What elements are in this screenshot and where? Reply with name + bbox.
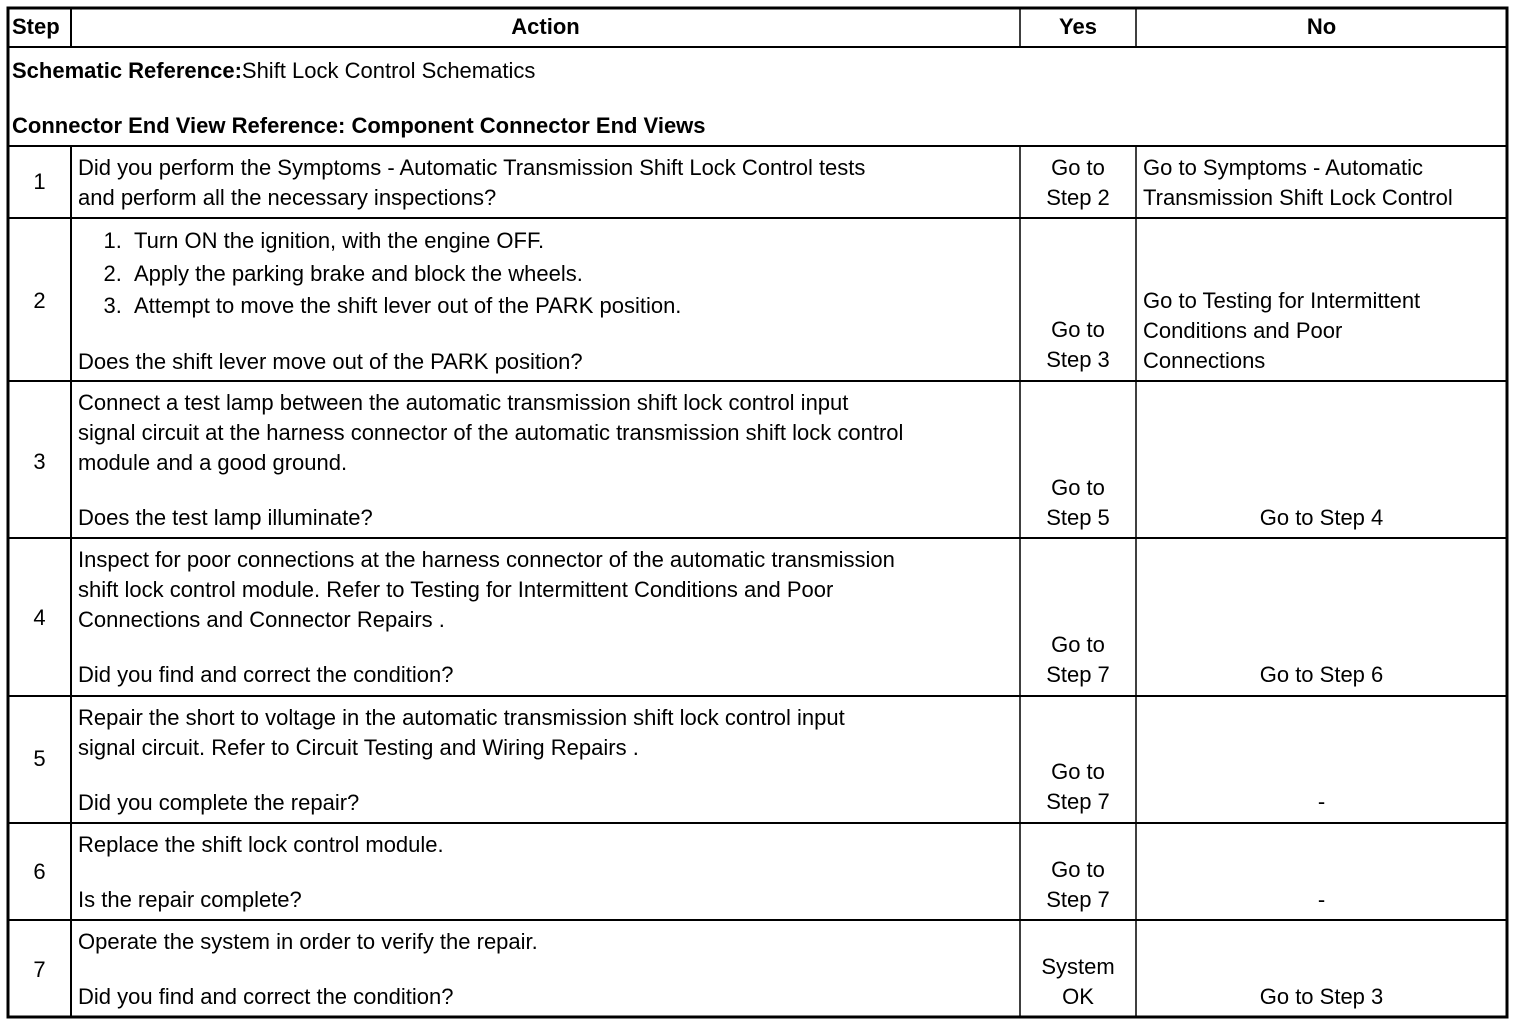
no-cell[interactable]: Go to Step 3 [1259, 984, 1384, 1009]
yes-line[interactable]: Step 5 [1046, 505, 1110, 530]
yes-line: Go to [1051, 759, 1105, 784]
list-item: 2. Apply the parking brake and block the wheels. [128, 258, 1016, 291]
no-line[interactable]: Go to Symptoms - Automatic [1143, 155, 1423, 180]
header-yes: Yes [1059, 14, 1097, 39]
yes-line[interactable]: Step 7 [1046, 789, 1110, 814]
action-cell [71, 830, 1020, 915]
header-no: No [1306, 14, 1337, 39]
list-item: 3. Attempt to move the shift lever out of the PARK position. [128, 290, 1016, 323]
no-line[interactable]: Connections [1143, 348, 1266, 373]
question: Does the test lamp illuminate? [78, 505, 373, 530]
schematic-reference-link[interactable]: Shift Lock Control Schematics [241, 58, 536, 83]
no-cell [1136, 286, 1507, 376]
no-cell[interactable]: Go to Step 6 [1259, 662, 1384, 687]
no-line[interactable]: Go to Testing for Intermittent [1143, 288, 1421, 313]
yes-line: Go to [1051, 857, 1105, 882]
connector-reference-link[interactable]: Component Connector End Views [351, 113, 706, 138]
yes-cell [1020, 855, 1136, 915]
no-cell [1136, 153, 1507, 213]
action-cell [71, 388, 1020, 533]
action-line: and perform all the necessary inspections? [78, 185, 497, 210]
question: Did you find and correct the condition? [78, 662, 454, 687]
yes-cell [1020, 473, 1136, 533]
step-number: 3 [33, 449, 46, 474]
no-line[interactable]: Conditions and Poor [1143, 318, 1343, 343]
connector-reference-label: Connector End View Reference: [12, 113, 346, 138]
action-line: Replace the shift lock control module. [78, 832, 444, 857]
no-line[interactable]: Transmission Shift Lock Control [1143, 185, 1453, 210]
yes-line: Go to [1051, 317, 1105, 342]
schematic-reference-colon: : [234, 58, 242, 83]
question: Does the shift lever move out of the PARK position? [78, 348, 583, 374]
yes-cell [1020, 757, 1136, 817]
yes-line[interactable]: Step 3 [1046, 347, 1110, 372]
yes-line: Go to [1051, 475, 1105, 500]
schematic-reference [12, 56, 1492, 86]
list-item: 1. Turn ON the ignition, with the engine OFF. [128, 225, 1016, 258]
action-cell [71, 153, 1020, 213]
action-line: Did you perform the Symptoms - Automatic Transmission Shift Lock Control tests [78, 155, 866, 180]
action-line: signal circuit. Refer to Circuit Testing and Wiring Repairs . [78, 735, 639, 760]
yes-line[interactable]: Step 7 [1046, 662, 1110, 687]
action-line: Connections and Connector Repairs . [78, 607, 445, 632]
yes-line[interactable]: Step 7 [1046, 887, 1110, 912]
yes-cell [1020, 630, 1136, 690]
question: Did you complete the repair? [78, 790, 360, 815]
step-number: 5 [33, 746, 46, 771]
connector-reference [12, 111, 1492, 141]
step-number: 6 [33, 859, 46, 884]
yes-line: Go to [1051, 632, 1105, 657]
no-cell: - [1317, 887, 1326, 912]
schematic-reference-label: Schematic Reference [12, 58, 235, 83]
action-cell [71, 545, 1020, 690]
action-line: module and a good ground. [78, 450, 348, 475]
no-cell[interactable]: Go to Step 4 [1259, 505, 1384, 530]
action-line: Repair the short to voltage in the automatic transmission shift lock control input [78, 705, 845, 730]
yes-line: System [1041, 954, 1115, 979]
instruction-list [78, 225, 1016, 323]
yes-line: Go to [1051, 155, 1105, 180]
step-number: 2 [33, 288, 46, 313]
action-cell [71, 927, 1020, 1012]
yes-line: OK [1062, 984, 1094, 1009]
header-action: Action [511, 14, 580, 39]
yes-line[interactable]: Step 2 [1046, 185, 1110, 210]
yes-cell [1020, 952, 1136, 1012]
step-number: 1 [33, 169, 46, 194]
action-line: Operate the system in order to verify the repair. [78, 929, 538, 954]
question: Is the repair complete? [78, 887, 302, 912]
action-line: shift lock control module. Refer to Testing for Intermittent Conditions and Poor [78, 577, 834, 602]
action-cell [71, 225, 1020, 377]
question: Did you find and correct the condition? [78, 984, 454, 1009]
step-number: 7 [33, 957, 46, 982]
yes-cell [1020, 153, 1136, 213]
action-line: Inspect for poor connections at the harness connector of the automatic transmission [78, 547, 895, 572]
header-step: Step [12, 14, 60, 39]
action-line: Connect a test lamp between the automatic transmission shift lock control input [78, 390, 849, 415]
no-cell: - [1317, 789, 1326, 814]
yes-cell [1020, 315, 1136, 375]
action-cell [71, 703, 1020, 818]
step-number: 4 [33, 605, 46, 630]
action-line: signal circuit at the harness connector of the automatic transmission shift lock control [78, 420, 904, 445]
